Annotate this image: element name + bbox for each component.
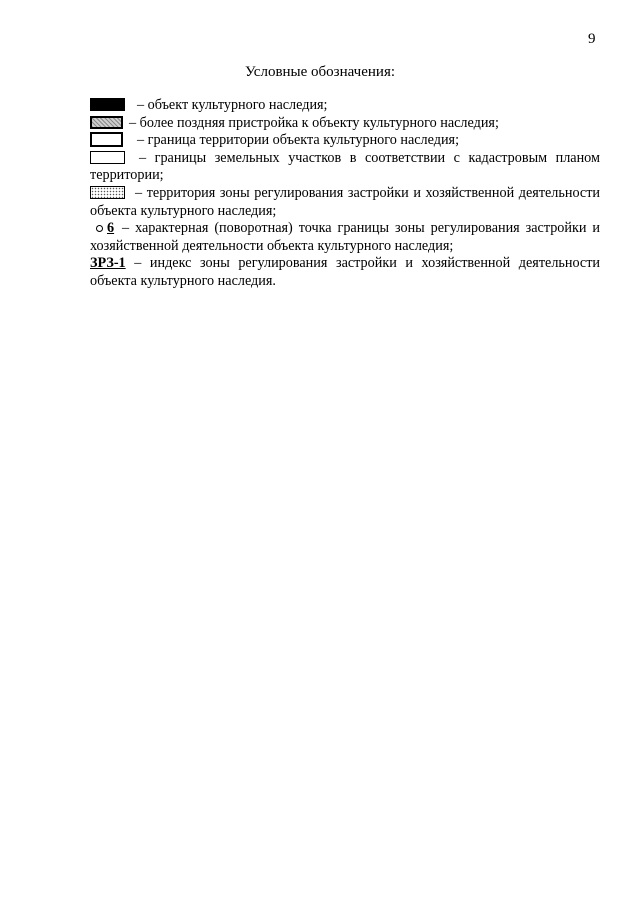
legend-item-text: – более поздняя пристройка к объекту культурного наследия; — [129, 114, 499, 131]
legend-list — [90, 97, 600, 291]
legend-item-text: – границы земельных участков в соответствии с кадастровым планом территории; — [90, 149, 600, 184]
legend-item-text: – объект культурного наследия; — [137, 97, 328, 113]
page-number: 9 — [588, 31, 596, 47]
legend-item-zone-index — [90, 255, 600, 290]
black-filled-rectangle-icon — [90, 98, 125, 111]
legend-item-text: – территория зоны регулирования застройки и хозяйственной деятельности объекта культурного наследия; — [90, 184, 600, 219]
bold-outline-rectangle-icon — [90, 132, 123, 147]
legend-item-later-annex — [90, 115, 600, 133]
zone-index-label: ЗРЗ-1 — [90, 255, 126, 272]
legend-title: Условные обозначения: — [244, 64, 396, 80]
legend-item-land-plot-boundaries — [90, 150, 600, 185]
legend-item-turning-point — [90, 220, 600, 255]
turning-point-number: 6 — [107, 220, 115, 237]
legend-item-text: – характерная (поворотная) точка границы зоны регулирования застройки и хозяйственной деятельности объекта культурного наследия; — [90, 220, 601, 254]
legend-item-text: – граница территории объекта культурного наследия; — [137, 132, 460, 149]
thin-outline-rectangle-icon — [90, 151, 125, 164]
legend-item-heritage-territory-boundary — [90, 132, 600, 150]
legend-item-regulation-zone-territory — [90, 185, 600, 220]
legend-item-text: – индекс зоны регулирования застройки и хозяйственной деятельности объекта культурного наследия. — [90, 255, 600, 289]
grey-hatched-rectangle-icon — [90, 116, 123, 129]
turning-point-icon — [96, 225, 103, 232]
dotted-rectangle-icon — [90, 186, 125, 199]
legend-item-cultural-heritage-object — [90, 97, 600, 115]
